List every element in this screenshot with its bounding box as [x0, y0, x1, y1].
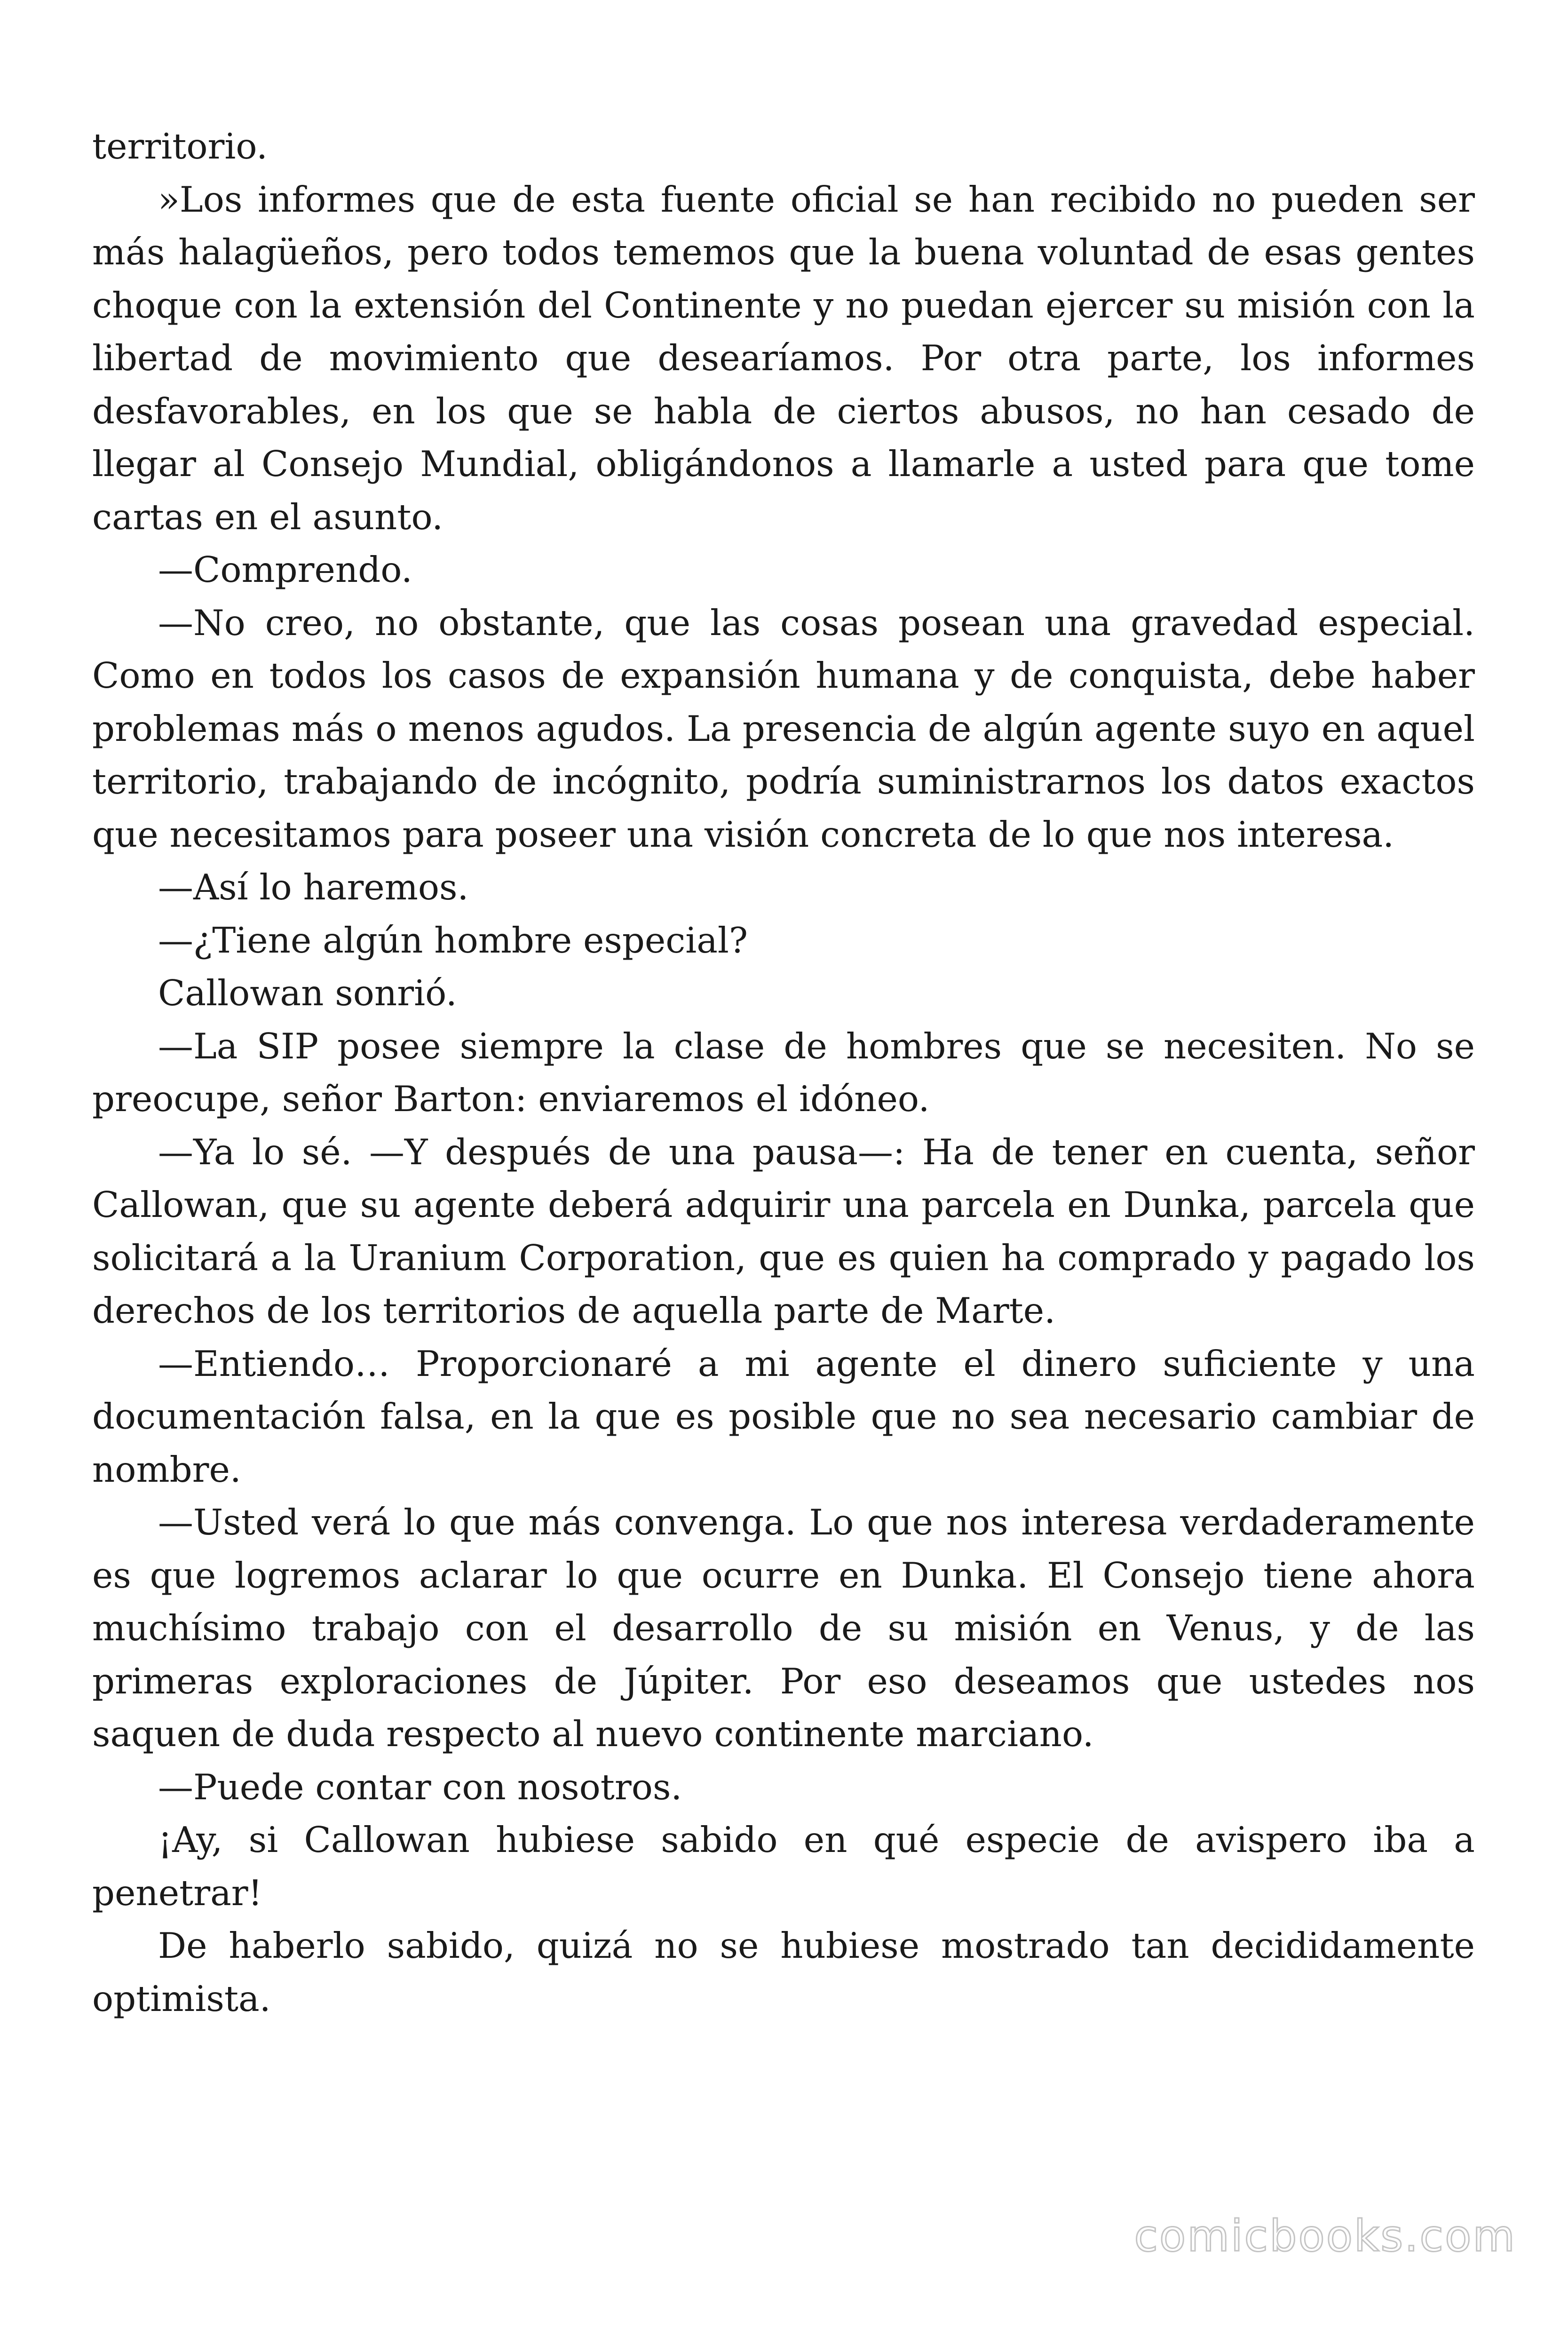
paragraph: —Así lo haremos. [158, 866, 469, 908]
paragraph: —La SIP posee siempre la clase de hombres que se necesiten. No se preocupe, señor Barton: enviaremos el idóneo. [92, 1025, 1475, 1120]
paragraph: —Ya lo sé. —Y después de una pausa—: Ha de tener en cuenta, señor Callowan, que su agente deberá adquirir una parcela en Dunka, parcela que solicitará a la Uranium Corporation, que es quien ha comprado y pagado los derechos de los territorios de aquella parte de Marte. [92, 1131, 1475, 1331]
page-body [92, 120, 1475, 2025]
paragraph: De haberlo sabido, quizá no se hubiese mostrado tan decididamente optimista. [92, 1925, 1475, 2019]
paragraph: —Puede contar con nosotros. [158, 1766, 682, 1808]
watermark: comicbooks.com [1134, 2211, 1516, 2261]
paragraph: —Usted verá lo que más convenga. Lo que nos interesa verdaderamente es que logremos aclarar lo que ocurre en Dunka. El Consejo tiene ahora muchísimo trabajo con el desarrollo de su misión en Venus, y de las primeras exploraciones de Júpiter. Por eso deseamos que ustedes nos saquen de duda respecto al nuevo continente marciano. [92, 1502, 1475, 1755]
paragraph: —Entiendo… Proporcionaré a mi agente el dinero suficiente y una documentación falsa, en la que es posible que no sea necesario cambiar de nombre. [92, 1343, 1475, 1490]
paragraph: Callowan sonrió. [158, 972, 457, 1014]
paragraph: —¿Tiene algún hombre especial? [158, 919, 748, 961]
paragraph: —No creo, no obstante, que las cosas posean una gravedad especial. Como en todos los casos de expansión humana y de conquista, debe haber problemas más o menos agudos. La presencia de algún agente suyo en aquel territorio, trabajando de incógnito, podría suministrarnos los datos exactos que necesitamos para poseer una visión concreta de lo que nos interesa. [92, 602, 1475, 855]
paragraph-continuation: territorio. [92, 126, 268, 167]
paragraph: —Comprendo. [158, 549, 412, 590]
paragraph: ¡Ay, si Callowan hubiese sabido en qué especie de avispero iba a penetrar! [92, 1819, 1475, 1914]
paragraph: »Los informes que de esta fuente oficial se han recibido no pueden ser más halagüeños, pero todos tememos que la buena voluntad de esas gentes choque con la extensión del Continente y no puedan ejercer su misión con la libertad de movimiento que desearíamos. Por otra parte, los informes desfavorables, en los que se habla de ciertos abusos, no han cesado de llegar al Consejo Mundial, obligándonos a llamarle a usted para que tome cartas en el asunto. [92, 178, 1475, 538]
